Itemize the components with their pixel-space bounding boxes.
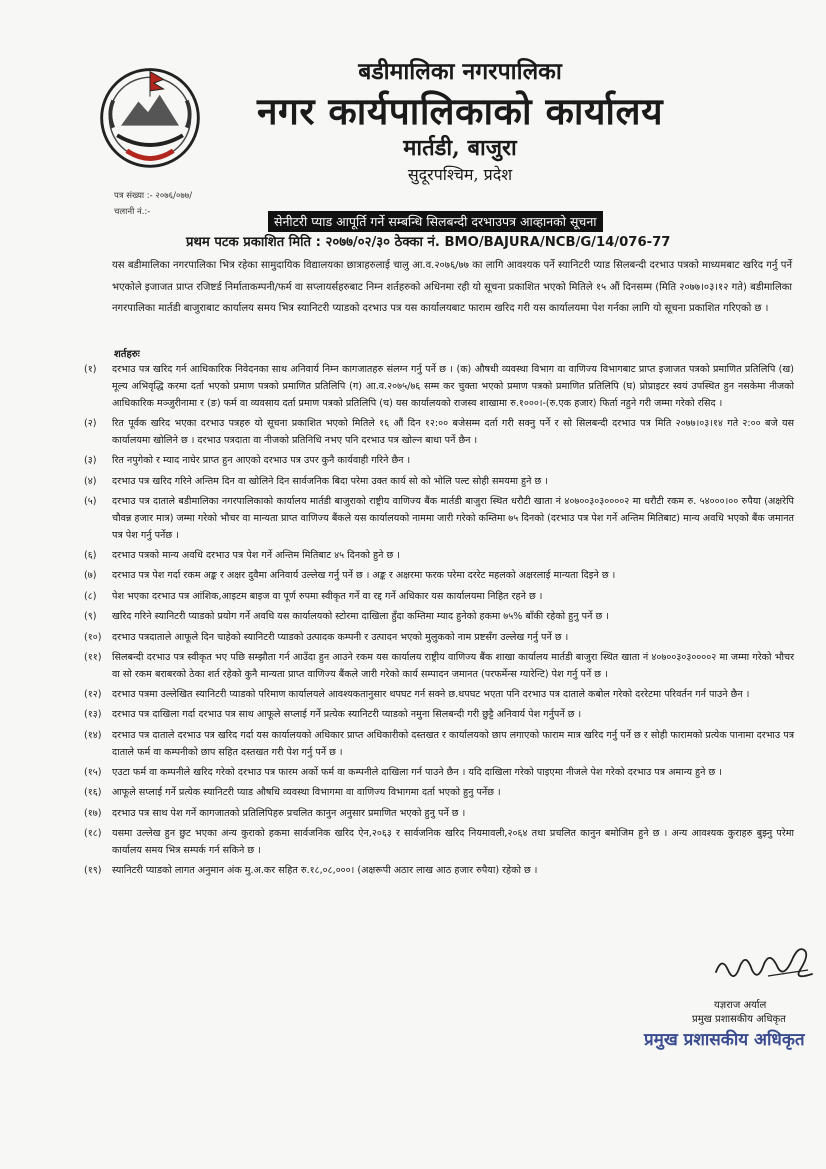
terms-list: [84, 362, 794, 884]
term-number: (१३): [84, 709, 102, 721]
term-number: (३): [84, 455, 97, 467]
term-item: [84, 453, 794, 470]
term-number: (११): [84, 651, 102, 663]
term-item: [84, 765, 794, 782]
term-number: (६): [84, 549, 97, 561]
term-number: (२): [84, 417, 97, 429]
term-text: दरभाउ पत्र खरिद गरिने अन्तिम दिन वा खोलिने दिन सार्वजनिक बिदा परेमा उक्त कार्य सो को भोलि पल्ट सोही समयमा हुने छ ।: [112, 475, 548, 487]
letter-number: पत्र संख्या :- २०७६/०७७/: [114, 191, 193, 201]
term-number: (५): [84, 495, 97, 507]
term-item: [84, 630, 794, 647]
dispatch-number: चलानी नं.:-: [114, 207, 151, 217]
signatory-designation: प्रमुख प्रशासकीय अधिकृत: [692, 1014, 786, 1025]
office-address: मार्तडी, बाजुरा: [403, 135, 517, 161]
municipality-name: बडीमालिका नगरपालिका: [358, 58, 562, 85]
nepal-government-emblem-icon: [92, 58, 208, 174]
term-number: (७): [84, 570, 97, 582]
term-text: सिलबन्दी दरभाउ पत्र स्वीकृत भए पछि सम्झौता गर्न आउँदा हुन आउने रकम यस कार्यालय राष्ट्रीय वाणिज्य बैंक शाखा कार्यालय मार्तडी बाजुरा स्थित खाता नं ४०७००३०३००००२ मा जम्मा गरेको भौचर वा सो रकम बराबरको ठेका शर्त रहेको कुनै मान्यता प्राप्त वाणिज्य बैंकले जारी गरेको कार्य सम्पादन जमानत (परफर्मेन्स ग्यारेन्टि) पेश गर्नु पर्ने छ ।: [112, 651, 794, 680]
term-text: दरभाउ पत्रमा उल्लेखित स्यानिटरी प्याडको परिमाण कार्यालयले आवश्यकतानुसार थपघट गर्न सक्ने छ.थपघट भएता पनि दरभाउ पत्र दाताले कबोल गरेको दररेटमा परिवर्तन गर्न पाउने छैन ।: [112, 689, 750, 701]
term-number: (१०): [84, 631, 102, 643]
signatory-name: यज्ञराज अर्याल: [714, 1000, 767, 1011]
term-text: आफूले सप्लाई गर्ने प्रत्येक स्यानिटरी प्याड औषधि व्यवस्था विभागमा वा वाणिज्य विभागमा दर्ता भएको हुनु पर्नेछ ।: [112, 787, 501, 799]
term-text: रित नपुगेको र म्याद नाघेर प्राप्त हुन आएको दरभाउ पत्र उपर कुनै कार्यवाही गरिने छैन ।: [112, 455, 411, 467]
term-text: पेश भएका दरभाउ पत्र आंशिक,आइटम बाइज वा पूर्ण रुपमा स्वीकृत गर्ने वा रद्द गर्ने अधिकार यस कार्यालयमा निहित रहने छ ।: [112, 590, 543, 602]
term-text: एउटा फर्म वा कम्पनीले खरिद गरेको दरभाउ पत्र फारम अर्को फर्म वा कम्पनीले दाखिला गर्न पाउने छैन । यदि दाखिला गरेको पाइएमा नीजले पेश गरेको दरभाउ पत्र अमान्य हुने छ ।: [112, 767, 722, 779]
term-number: (१६): [84, 787, 102, 799]
term-item: [84, 416, 794, 450]
notice-introduction: यस बडीमालिका नगरपालिका भित्र रहेका सामुदायिक विद्यालयका छात्राहरुलाई चालु आ.व.२०७६/७७ का लागि आवश्यक पर्ने स्यानिटरी प्याड सिलबन्दी दरभाउ पत्रको माध्यमबाट खरिद गर्नु पर्ने भएकोले इजाजत प्राप्त रजिष्टर्ड निर्माताकम्पनी/फर्म वा सप्लायर्सहरुबाट निम्न शर्तहरुको अधिनमा रही यो सूचना प्रकाशित भएको मितिले १५ औं दिनसम्म (मिति २०७७।०३।१२ गते) बडीमालिका नगरपालिका मार्तडी बाजुराबाट कार्यालय समय भित्र स्यानिटरी प्याडको दरभाउ पत्र यस कार्यालयबाट फाराम खरिद गरी यस कार्यालयमा पेश गर्नका लागि यो सूचना प्रकाशित गरिएको छ ।: [112, 260, 792, 314]
term-text: दरभाउ पत्र दाताले दरभाउ पत्र खरिद गर्दा यस कार्यालयको अधिकार प्राप्त अधिकारीको दस्तखत र कार्यालयको छाप लगाएको फाराम मात्र खरिद गर्नु पर्ने छ र सोही फारामको प्रत्येक पानामा दरभाउ पत्र दाताले फर्म वा कम्पनीको छाप सहित दस्तखत गरी पेश गर्नु पर्ने छ ।: [112, 729, 794, 758]
term-item: [84, 548, 794, 565]
term-item: [84, 362, 794, 412]
terms-heading: शर्तहरुः: [114, 349, 140, 360]
term-item: [84, 785, 794, 802]
term-item: [84, 609, 794, 626]
term-number: (४): [84, 475, 97, 487]
term-item: [84, 863, 794, 880]
term-item: [84, 474, 794, 491]
term-number: (१९): [84, 865, 102, 877]
term-number: (१४): [84, 729, 102, 741]
term-text: दरभाउ पत्र दाखिला गर्दा दरभाउ पत्र साथ आफूले सप्लाई गर्ने प्रत्येक स्यानिटरी प्याडको नमुना सिलबन्दी गरी छुट्टै अनिवार्य पेश गर्नुपर्ने छ ।: [112, 709, 582, 721]
term-text: दरभाउ पत्र पेश गर्दा रकम अङ्क र अक्षर दुवैमा अनिवार्य उल्लेख गर्नु पर्ने छ । अङ्क र अक्षरमा फरक परेमा दररेट महलको अक्षरलाई मान्यता दिइने छ ।: [112, 570, 616, 582]
term-number: (१७): [84, 807, 102, 819]
term-number: (१५): [84, 767, 102, 779]
term-number: (१): [84, 364, 97, 375]
term-item: [84, 826, 794, 860]
term-item: [84, 806, 794, 823]
term-number: (१२): [84, 689, 102, 701]
term-item: [84, 494, 794, 544]
term-item: [84, 687, 794, 704]
handwritten-signature: [708, 930, 818, 990]
province-name: सुदूरपश्चिम, प्रदेश: [407, 165, 513, 184]
term-number: (१८): [84, 828, 102, 840]
term-item: [84, 568, 794, 585]
term-text: दरभाउ पत्र साथ पेश गर्ने कागजातको प्रतिलिपिहरु प्रचलित कानुन अनुसार प्रमाणित भएको हुनु पर्ने छ ।: [112, 807, 466, 819]
term-item: [84, 707, 794, 724]
term-text: दरभाउ पत्रदाताले आफूले दिन चाहेको स्यानिटरी प्याडको उत्पादक कम्पनी र उत्पादन भएको मुलुकको नाम प्रष्टसँग उल्लेख गर्नु पर्ने छ ।: [112, 631, 569, 643]
publication-date-contract-number: प्रथम पटक प्रकाशित मिति : २०७७/०२/३० ठेक्का नं. BMO/BAJURA/NCB/G/14/076-77: [186, 235, 671, 250]
notice-title: सेनीटरी प्याड आपूर्ति गर्ने सम्बन्धि सिलबन्दी दरभाउपत्र आव्हानको सूचना: [268, 211, 603, 232]
official-stamp-title: प्रमुख प्रशासकीय अधिकृत: [644, 1030, 805, 1050]
term-text: दरभाउ पत्र खरिद गर्न आधिकारिक निवेदनका साथ अनिवार्य निम्न कागजातहरु संलग्न गर्नु पर्ने छ । (क) औषधी व्यवस्था विभाग वा वाणिज्य विभागबाट प्राप्त इजाजत पत्रको प्रमाणित प्रतिलिपि (ख) मूल्य अभिवृद्धि करमा दर्ता भएको प्रमाण पत्रको प्रमाणित प्रतिलिपि (ग) आ.व.२०७५/७६ सम्म कर चुक्ता भएको प्रमाण पत्रको प्रमाणित प्रतिलिपि (घ) प्रोप्राइटर स्वयं उपस्थित हुन नसकेमा नीजको आधिकारिक मञ्जुरीनामा र (ङ) फर्म वा व्यवसाय दर्ता प्रमाण पत्रको प्रतिलिपि (च) यस कार्यालयको राजस्व शाखामा रु.१०००।-(रु.एक हजार) फिर्ता नहुने गरी जम्मा गरेको रसिद ।: [112, 364, 794, 409]
term-text: दरभाउ पत्र दाताले बडीमालिका नगरपालिकाको कार्यालय मार्तडी बाजुराको राष्ट्रीय वाणिज्य बैंक मार्तडी बाजुरा स्थित धरौटी खाता नं ४०७००३०३००००२ मा धरौटी रकम रु. ५४०००।०० रुपैया (अक्षरेपि चौवन्न हजार मात्र) जम्मा गरेको भौचर वा मान्यता प्राप्त वाणिज्य बैंकले यस कार्यालयको नाममा जारी गरेको कम्तिमा ७५ दिनको (दरभाउ पत्र पेश गर्ने अन्तिम मितिबाट) मान्य अवधि भएको बैंक जमानत पत्र पेश गर्नु पर्नेछ ।: [112, 495, 794, 541]
term-text: यसमा उल्लेख हुन छुट भएका अन्य कुराको हकमा सार्वजनिक खरिद ऐन,२०६३ र सार्वजनिक खरिद नियमावली,२०६४ तथा प्रचलित कानुन बमोजिम हुने छ । अन्य आवश्यक कुराहरु बुझ्नु परेमा कार्यालय समय भित्र सम्पर्क गर्न सकिने छ ।: [112, 828, 794, 857]
term-number: (८): [84, 590, 97, 602]
office-title: नगर कार्यपालिकाको कार्यालय: [256, 89, 664, 133]
term-item: [84, 650, 794, 684]
term-text: स्यानिटरी प्याडको लागत अनुमान अंक मु.अ.कर सहित रु.१८,०८,०००। (अक्षरूपी अठार लाख आठ हजार रुपैया) रहेको छ ।: [112, 865, 538, 877]
term-number: (९): [84, 611, 97, 623]
term-text: खरिद गरिने स्यानिटरी प्याडको प्रयोग गर्ने अवधि यस कार्यालयको स्टोरमा दाखिला हुँदा कम्तिमा म्याद हुनेको हकमा ७५% बाँकी रहेको हुनु पर्ने छ ।: [112, 611, 609, 623]
term-item: [84, 728, 794, 762]
term-item: [84, 589, 794, 606]
term-text: रित पूर्वक खरिद भएका दरभाउ पत्रहरु यो सूचना प्रकाशित भएको मितिले १६ औं दिन १२:०० बजेसम्म दर्ता गरी सक्नु पर्ने र सो सिलबन्दी दरभाउ पत्र मिति २०७७।०३।१४ गते २:०० बजे यस कार्यालयमा खोलिने छ । दरभाउ पत्रदाता वा नीजको प्रतिनिधि नभए पनि दरभाउ पत्र खोल्न बाधा पर्ने छैन ।: [112, 417, 794, 446]
term-text: दरभाउ पत्रको मान्य अवधि दरभाउ पत्र पेश गर्ने अन्तिम मितिबाट ४५ दिनको हुने छ ।: [112, 549, 400, 561]
